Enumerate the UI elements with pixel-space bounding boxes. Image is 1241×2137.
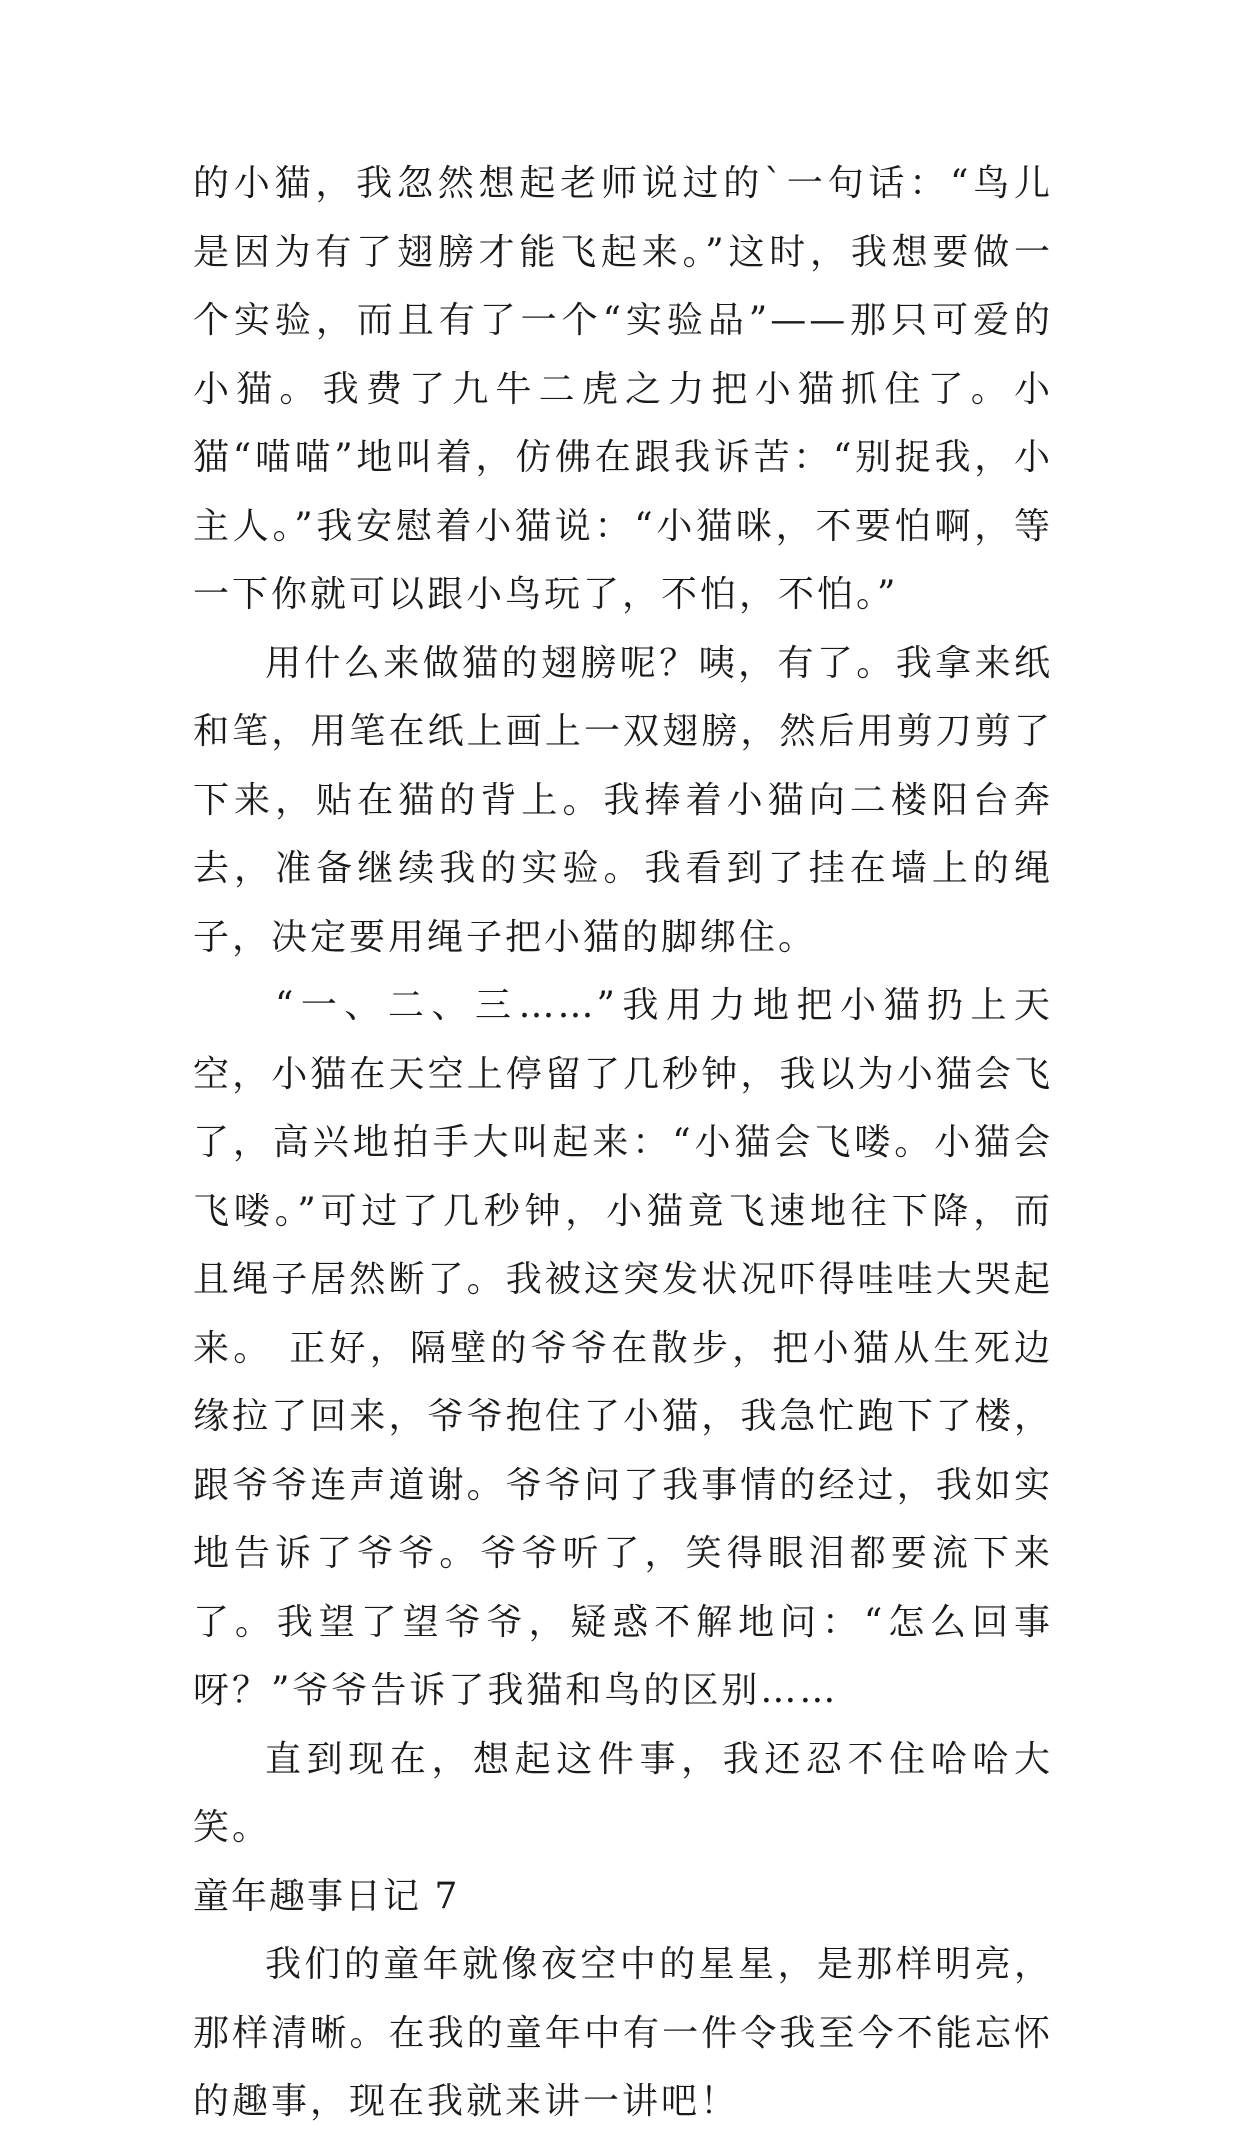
- document-body: [193, 150, 1053, 2137]
- paragraph-cat-wings: 用什么来做猫的翅膀呢？咦，有了。我拿来纸和笔，用笔在纸上画上一双翅膀，然后用剪刀剪了下来，贴在猫的背上。我捧着小猫向二楼阳台奔去，准备继续我的实验。我看到了挂在墙上的绳子，决定要用绳子把小猫的脚绑住。: [193, 642, 1053, 958]
- paragraph-throw-cat: “一、二、三……”我用力地把小猫扔上天空，小猫在天空上停留了几秒钟，我以为小猫会飞了，高兴地拍手大叫起来：“小猫会飞喽。小猫会飞喽。”可过了几秒钟，小猫竟飞速地往下降，而且绳子居然断了。我被这突发状况吓得哇哇大哭起来。 正好，隔壁的爷爷在散步，把小猫从生死边缘拉了回来，爷爷抱住了小猫，我急忙跑下了楼，跟爷爷连声道谢。爷爷问了我事情的经过，我如实地告诉了爷爷。爷爷听了，笑得眼泪都要流下来了。我望了望爷爷，疑惑不解地问：“怎么回事呀？”爷爷告诉了我猫和鸟的区别……: [193, 985, 1053, 1711]
- paragraph-conclusion: 直到现在，想起这件事，我还忍不住哈哈大笑。: [193, 1738, 1053, 1848]
- section-heading: 童年趣事日记 7: [193, 1875, 460, 1917]
- paragraph-intro-7: 我们的童年就像夜空中的星星，是那样明亮，那样清晰。在我的童年中有一件令我至今不能忘怀的趣事，现在我就来讲一讲吧！: [193, 1944, 1053, 2122]
- paragraph-continuation: 的小猫，我忽然想起老师说过的`一句话：“鸟儿是因为有了翅膀才能飞起来。”这时，我想要做一个实验，而且有了一个“实验品”——那只可爱的小猫。我费了九牛二虎之力把小猫抓住了。小猫“喵喵”地叫着，仿佛在跟我诉苦：“别捉我，小主人。”我安慰着小猫说：“小猫咪，不要怕啊，等一下你就可以跟小鸟玩了，不怕，不怕。”: [193, 163, 1053, 615]
